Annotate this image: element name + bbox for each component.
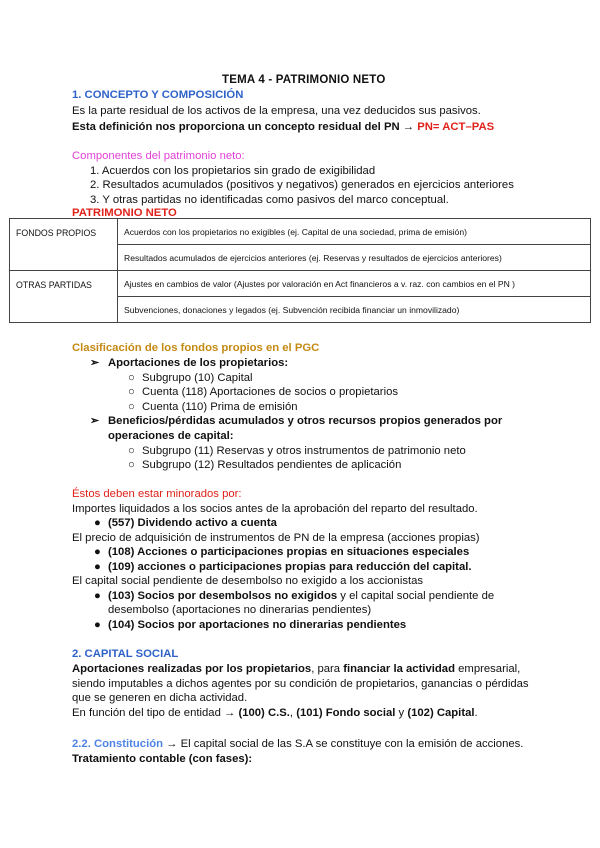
section-2-2-heading: 2.2. Constitución [72, 738, 164, 750]
text: y [395, 707, 408, 719]
component-item-3: 3. Y otras partidas no identificadas como pasivos del marco conceptual. [90, 194, 449, 206]
list-item-text: (108) Acciones o participaciones propias en situaciones especiales [108, 546, 470, 558]
text-bold: (100) C.S. [238, 707, 290, 719]
component-item-2: 2. Resultados acumulados (positivos y negativos) generados en ejercicios anteriores [90, 179, 514, 191]
arrow-bullet-icon: ➢ [90, 357, 100, 369]
bullet-icon: ● [94, 561, 101, 573]
list-item-text: (104) Socios por aportaciones no dinerarias pendientes [108, 619, 407, 631]
list-item-text: Cuenta (118) Aportaciones de socios o propietarios [142, 386, 399, 398]
list-item [128, 400, 298, 415]
bullet-icon: ● [94, 619, 101, 631]
list-item-text: Subgrupo (11) Reservas y otros instrumentos de patrimonio neto [142, 445, 466, 457]
list-item-continuation: desembolso (aportaciones no dinerarias pendientes) [108, 604, 372, 616]
definition-line: Es la parte residual de los activos de la empresa, una vez deducidos sus pasivos. [72, 105, 481, 117]
category-fondos-propios: FONDOS PROPIOS [10, 219, 118, 271]
arrow-bullet-icon: ➢ [90, 415, 100, 427]
table-row [10, 219, 591, 245]
list-item: ● (109) acciones o participaciones propias para reducción del capital. [94, 561, 472, 573]
list-item-text: (557) Dividendo activo a cuenta [108, 517, 277, 529]
minor-paragraph-1: Importes liquidados a los socios antes de la aprobación del reparto del resultado. [72, 503, 478, 515]
capital-social-line-3: que se generen en dicha actividad. [72, 692, 248, 704]
patrimonio-neto-table [9, 218, 591, 323]
aportaciones-item [90, 356, 288, 371]
list-item [94, 589, 494, 604]
text-bold: (102) Capital [407, 707, 475, 719]
category-otras-partidas: OTRAS PARTIDAS [10, 271, 118, 323]
beneficios-item [90, 414, 502, 429]
page-title: TEMA 4 - PATRIMONIO NETO [222, 74, 386, 86]
component-item-1: 1. Acuerdos con los propietarios sin grado de exigibilidad [90, 165, 376, 177]
list-item-text: (103) Socios por desembolsos no exigidos [108, 590, 338, 602]
table-row [10, 271, 591, 297]
list-item-text: Subgrupo (10) Capital [142, 372, 253, 384]
minorados-heading: Éstos deben estar minorados por: [72, 488, 242, 500]
bullet-icon: ● [94, 546, 101, 558]
pn-formula: PN= ACT–PAS [417, 121, 495, 133]
text: , para [311, 663, 344, 675]
list-item [94, 545, 469, 560]
table-cell: Subvenciones, donaciones y legados (ej. Subvención recibida financiar un inmovilizado) [118, 297, 591, 323]
circle-bullet-icon: ○ [128, 445, 135, 457]
bullet-icon: ● [94, 590, 101, 602]
text: empresarial, [454, 663, 521, 675]
list-item [94, 516, 277, 531]
text: En función del tipo de entidad → [72, 707, 239, 719]
classification-heading: Clasificación de los fondos propios en el PGC [72, 342, 320, 354]
minor-paragraph-2: El precio de adquisición de instrumentos de PN de la empresa (acciones propias) [72, 532, 480, 544]
list-item-text-cont: y el capital social pendiente de [337, 590, 495, 602]
definition-concept-line [72, 120, 494, 135]
text: . [474, 707, 478, 719]
list-item-text: Cuenta (110) Prima de emisión [142, 401, 298, 413]
circle-bullet-icon: ○ [128, 459, 135, 471]
section-2-heading: 2. CAPITAL SOCIAL [72, 648, 179, 660]
table-cell: Acuerdos con los propietarios no exigibles (ej. Capital de una sociedad, prima de emisión) [118, 219, 591, 245]
text-bold: (101) Fondo social [296, 707, 396, 719]
capital-social-line-1 [72, 662, 520, 677]
list-item-text: (109) acciones o participaciones propias para reducción del capital [108, 561, 469, 573]
list-item-text: Subgrupo (12) Resultados pendientes de aplicación [142, 459, 402, 471]
list-item [94, 618, 406, 633]
table-cell: Resultados acumulados de ejercicios anteriores (ej. Reservas y resultados de ejercicios anteriores) [118, 245, 591, 271]
capital-social-line-4 [72, 706, 478, 721]
list-item [128, 458, 401, 473]
list-item [128, 385, 398, 400]
beneficios-title-1: Beneficios/pérdidas acumulados y otros recursos propios generados por [108, 415, 503, 427]
beneficios-title-2: operaciones de capital: [108, 430, 234, 442]
circle-bullet-icon: ○ [128, 386, 135, 398]
tratamiento-contable: Tratamiento contable (con fases): [72, 753, 253, 765]
circle-bullet-icon: ○ [128, 401, 135, 413]
components-heading: Componentes del patrimonio neto: [72, 150, 245, 162]
list-item [128, 444, 466, 459]
text-bold: Aportaciones realizadas por los propietarios [72, 663, 312, 675]
table-heading: PATRIMONIO NETO [72, 207, 177, 219]
list-item [128, 371, 253, 386]
text: , [289, 707, 297, 719]
constitucion-line [72, 737, 523, 752]
capital-social-line-2: siendo imputables a dichos agentes por su condición de propietarios, ganancias o pérdidas [72, 678, 529, 690]
text-bold: financiar la actividad [343, 663, 455, 675]
minor-paragraph-3: El capital social pendiente de desembolso no exigido a los accionistas [72, 575, 424, 587]
section-1-heading: 1. CONCEPTO Y COMPOSICIÓN [72, 89, 244, 101]
text: → El capital social de las S.A se constituye con la emisión de acciones. [163, 738, 524, 750]
aportaciones-title: Aportaciones de los propietarios: [108, 357, 289, 369]
table-cell: Ajustes en cambios de valor (Ajustes por valoración en Act financieros a v. raz. con cambios en el PN ) [118, 271, 591, 297]
bullet-icon: ● [94, 517, 101, 529]
definition-concept-text: Esta definición nos proporciona un concepto residual del PN → [72, 121, 415, 133]
circle-bullet-icon: ○ [128, 372, 135, 384]
